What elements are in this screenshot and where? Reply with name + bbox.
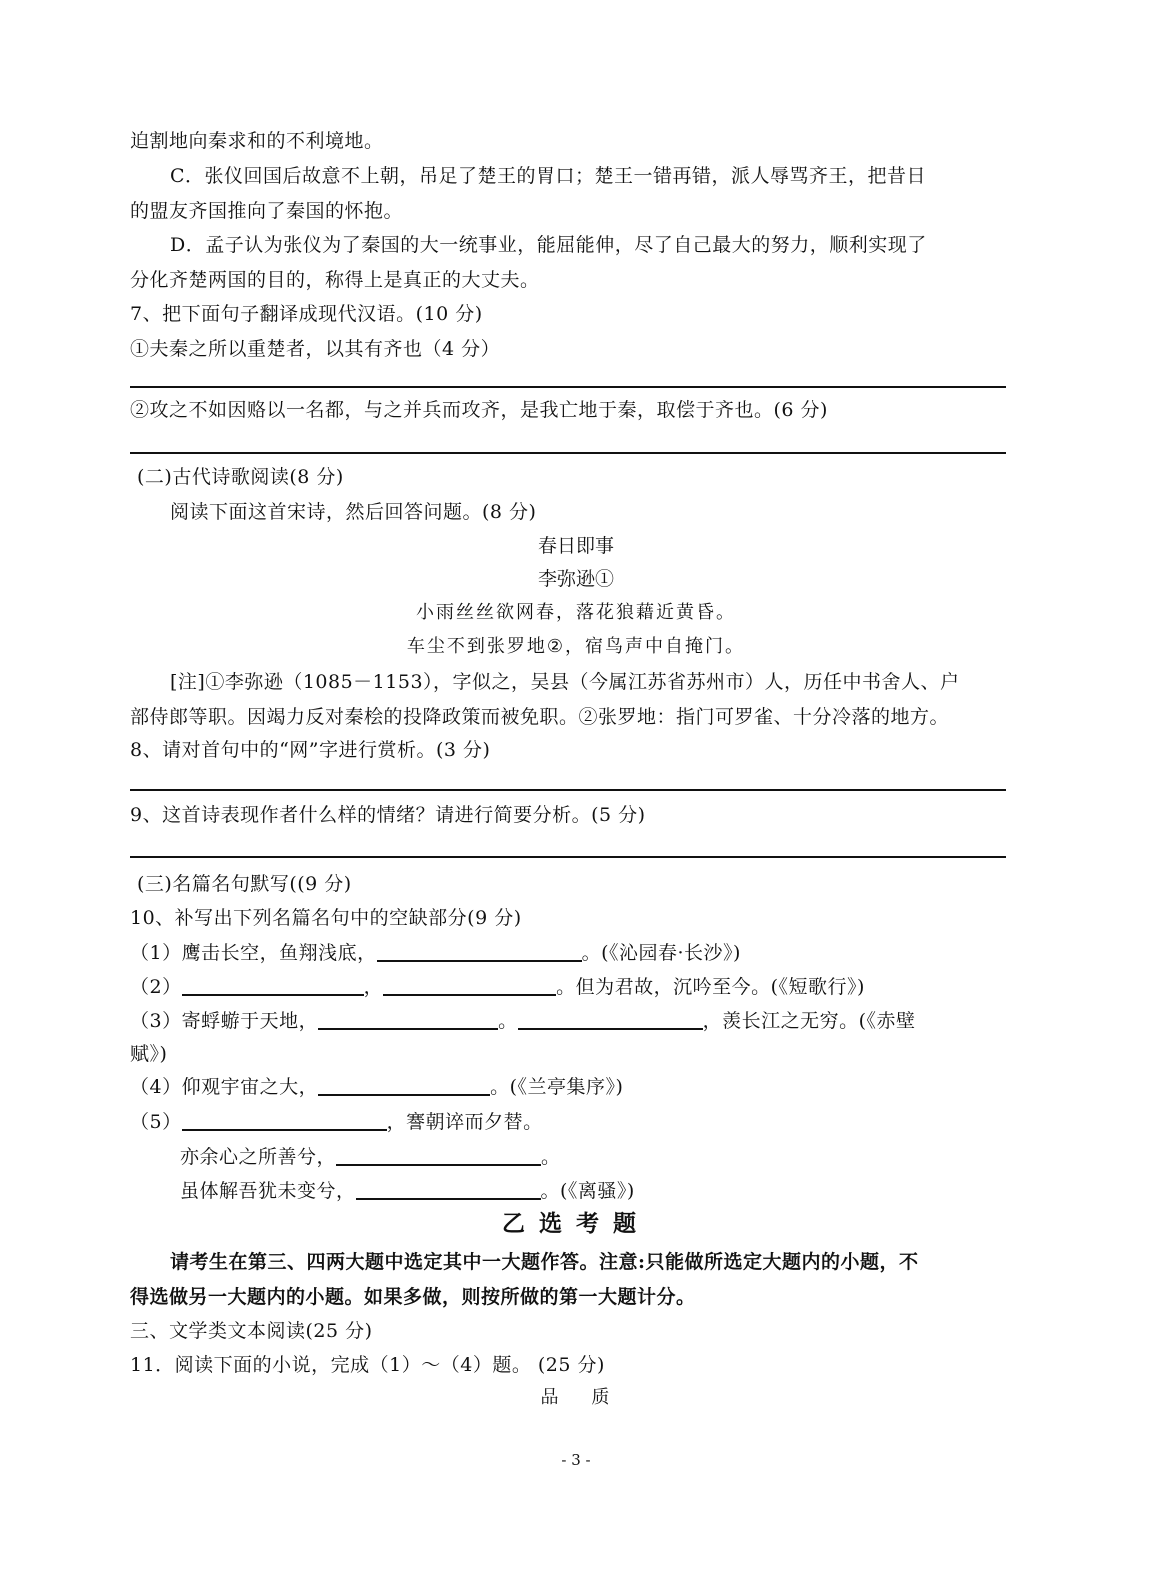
dictation-item-5-blank-2[interactable]: [336, 1144, 541, 1166]
poem-title: 春日即事: [537, 535, 614, 557]
dictation-item-3-continuation: ，羡长江之无穷。(《赤壁: [702, 1010, 916, 1032]
q10-stem: 10、补写出下列名篇名句中的空缺部分(9 分): [130, 907, 522, 929]
dictation-item-3-blank-1[interactable]: [318, 1008, 498, 1030]
elective-section-title: 乙选考题: [502, 1210, 650, 1237]
dictation-item-2-prefix: （2）: [130, 976, 182, 998]
dictation-item-5-line3: [180, 1178, 635, 1203]
poem-line-1: 小雨丝丝欲网春，落花狼藉近黄昏。: [416, 602, 736, 623]
poetry-section-heading: (二)古代诗歌阅读(8 分): [137, 466, 344, 488]
dictation-item-2-blank-2[interactable]: [383, 974, 556, 996]
dictation-item-5-source: 。(《离骚》): [540, 1180, 635, 1202]
elective-instructions-line1: 请考生在第三、四两大题中选定其中一大题作答。注意:只能做所选定大题内的小题，不: [170, 1251, 919, 1273]
dictation-item-4-blank[interactable]: [318, 1074, 490, 1096]
dictation-item-5-line2-end: 。: [541, 1146, 561, 1168]
dictation-item-3-wrap: 赋》): [130, 1043, 168, 1065]
dictation-item-5-blank-1[interactable]: [182, 1109, 387, 1131]
dictation-item-3-prompt: （3）寄蜉蝣于天地，: [130, 1010, 319, 1032]
q6-option-c-line1: C．张仪回国后故意不上朝，吊足了楚王的胃口；楚王一错再错，派人辱骂齐王，把昔日: [170, 165, 927, 187]
q11-stem: 11．阅读下面的小说，完成（1）～（4）题。 (25 分): [130, 1354, 605, 1376]
section-3-heading: 三、文学类文本阅读(25 分): [130, 1320, 373, 1342]
story-title: 品 质: [540, 1387, 612, 1408]
q8-answer-line[interactable]: [130, 789, 1006, 791]
q7-answer-line-1[interactable]: [130, 386, 1006, 388]
q7-answer-line-2[interactable]: [130, 452, 1006, 454]
dictation-item-3: [130, 1008, 916, 1033]
dictation-item-1-blank[interactable]: [377, 940, 582, 962]
dictation-item-5-line1: ，謇朝谇而夕替。: [386, 1111, 543, 1133]
q9-answer-line[interactable]: [130, 856, 1006, 858]
q6-option-c-line2: 的盟友齐国推向了秦国的怀抱。: [130, 200, 404, 222]
dictation-item-3-period: 。: [498, 1010, 518, 1032]
q6-continuation: 迫割地向秦求和的不利境地。: [130, 130, 384, 152]
dictation-item-2: [130, 974, 865, 999]
q6-option-d-line2: 分化齐楚两国的目的，称得上是真正的大丈夫。: [130, 269, 540, 291]
poetry-intro: 阅读下面这首宋诗，然后回答问题。(8 分): [170, 501, 537, 523]
dictation-item-4-source: 。(《兰亭集序》): [490, 1076, 624, 1098]
poem-note-line2: 部侍郎等职。因竭力反对秦桧的投降政策而被免职。②张罗地：指门可罗雀、十分冷落的地方。: [130, 706, 950, 728]
q6-option-d-line1: D．孟子认为张仪为了秦国的大一统事业，能屈能伸，尽了自己最大的努力，顺利实现了: [170, 234, 927, 256]
dictation-item-3-blank-2[interactable]: [518, 1008, 703, 1030]
q9-stem: 9、这首诗表现作者什么样的情绪？请进行简要分析。(5 分): [130, 804, 646, 826]
poem-line-2: 车尘不到张罗地②，宿鸟声中自掩门。: [406, 636, 746, 657]
poem-note-line1: [注]①李弥逊（1085－1153），字似之，吴县（今属江苏省苏州市）人，历任中书舍人、户: [170, 671, 960, 693]
dictation-item-2-source: 。但为君故，沉吟至今。(《短歌行》): [556, 976, 865, 998]
dictation-item-2-comma: ，: [363, 976, 384, 998]
dictation-item-5: [130, 1109, 543, 1134]
q8-stem: 8、请对首句中的“网”字进行赏析。(3 分): [130, 739, 491, 761]
dictation-item-1: [130, 940, 741, 965]
elective-instructions-line2: 得选做另一大题内的小题。如果多做，则按所做的第一大题计分。: [130, 1286, 696, 1308]
dictation-item-5-line3-prompt: 虽体解吾犹未变兮，: [180, 1180, 356, 1202]
dictation-item-5-prefix: （5）: [130, 1111, 182, 1133]
q7-sentence-2: ②攻之不如因赂以一名都，与之并兵而攻齐，是我亡地于秦，取偿于齐也。(6 分): [130, 399, 828, 421]
poem-author: 李弥逊①: [537, 568, 614, 590]
dictation-item-5-line2-prompt: 亦余心之所善兮，: [180, 1146, 337, 1168]
dictation-section-heading: (三)名篇名句默写((9 分): [137, 873, 352, 895]
dictation-item-2-blank-1[interactable]: [182, 974, 364, 996]
dictation-item-1-prompt: （1）鹰击长空，鱼翔浅底，: [130, 942, 377, 964]
page-number: - 3 -: [561, 1451, 591, 1469]
dictation-item-4: [130, 1074, 623, 1099]
dictation-item-5-line2: [180, 1144, 561, 1169]
dictation-item-1-source: 。(《沁园春·长沙》): [581, 942, 741, 964]
dictation-item-4-prompt: （4）仰观宇宙之大，: [130, 1076, 319, 1098]
q7-sentence-1: ①夫秦之所以重楚者，以其有齐也（4 分）: [130, 338, 501, 360]
dictation-item-5-blank-3[interactable]: [356, 1178, 541, 1200]
q7-stem: 7、把下面句子翻译成现代汉语。(10 分): [130, 303, 483, 325]
